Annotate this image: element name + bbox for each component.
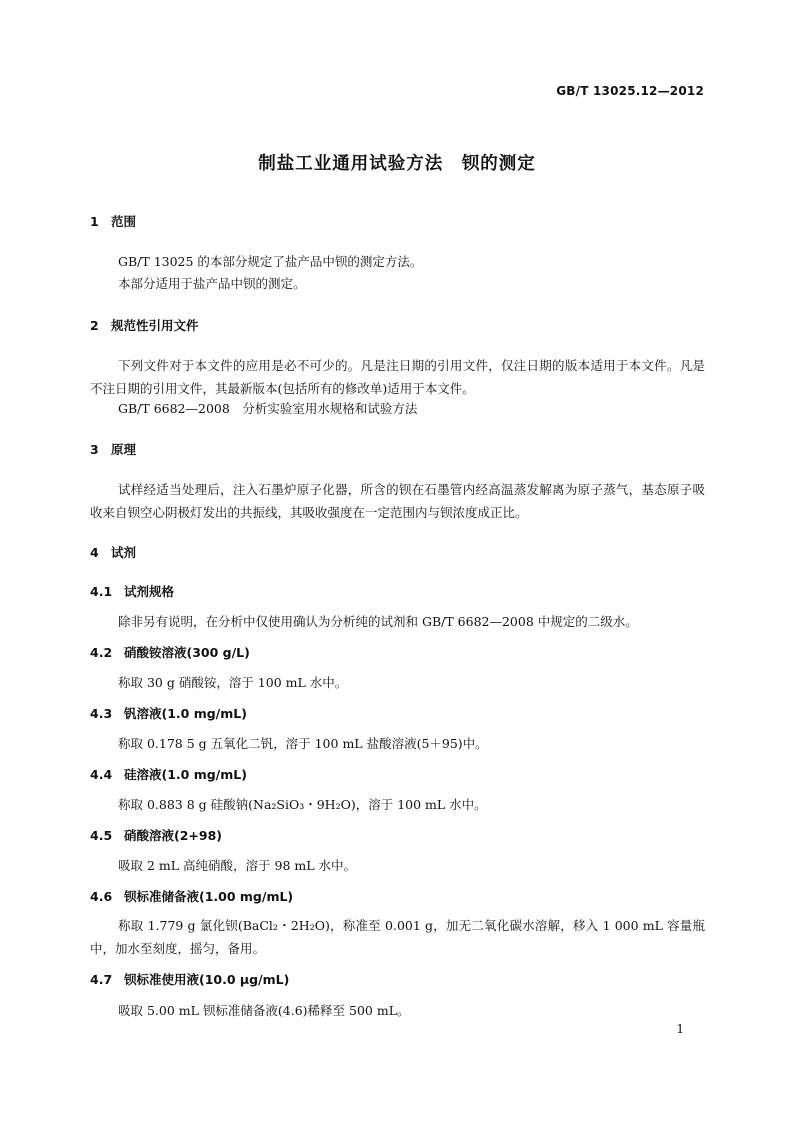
section-title: 范围 (111, 214, 137, 229)
section-4-heading (90, 543, 136, 561)
subsection-number: 4.7 (90, 972, 113, 987)
section-2-heading (90, 316, 199, 334)
section-number: 4 (90, 545, 99, 560)
paragraph: 称取 1.779 g 氯化钡(BaCl₂・2H₂O)，称准至 0.001 g，加无二氧化碳水溶解，移入 1 000 mL 容量瓶中，加水至刻度，摇匀，备用。 (90, 918, 705, 956)
subsection-title: 钒溶液(1.0 mg/mL) (124, 706, 247, 721)
paragraph: 称取 0.883 8 g 硅酸钠(Na₂SiO₃・9H₂O)，溶于 100 mL 水中。 (118, 797, 487, 812)
section-3-heading (90, 440, 136, 458)
paragraph: GB/T 13025 的本部分规定了盐产品中钡的测定方法。 (118, 254, 423, 269)
subsection-number: 4.5 (90, 828, 113, 843)
subsection-4-4-heading (90, 765, 247, 783)
subsection-4-1-heading (90, 582, 174, 600)
paragraph: 吸取 5.00 mL 钡标准储备液(4.6)稀释至 500 mL。 (118, 1003, 410, 1018)
subsection-number: 4.3 (90, 706, 113, 721)
subsection-number: 4.6 (90, 889, 113, 904)
paragraph: 除非另有说明，在分析中仅使用确认为分析纯的试剂和 GB/T 6682—2008 中规定的二级水。 (118, 614, 638, 629)
subsection-title: 试剂规格 (124, 584, 175, 599)
subsection-title: 硅溶液(1.0 mg/mL) (124, 767, 247, 782)
subsection-number: 4.4 (90, 767, 113, 782)
document-title: 制盐工业通用试验方法 钡的测定 (258, 154, 536, 174)
subsection-title: 硝酸溶液(2+98) (124, 828, 222, 843)
subsection-4-7-heading (90, 970, 289, 988)
subsection-number: 4.2 (90, 645, 113, 660)
section-number: 1 (90, 214, 99, 229)
paragraph: 吸取 2 mL 高纯硝酸，溶于 98 mL 水中。 (118, 858, 357, 873)
paragraph: 试样经适当处理后，注入石墨炉原子化器，所含的钡在石墨管内经高温蒸发解离为原子蒸气，基态原子吸收来自钡空心阴极灯发出的共振线，其吸收强度在一定范围内与钡浓度成正比。 (90, 482, 705, 520)
paragraph: 称取 30 g 硝酸铵，溶于 100 mL 水中。 (118, 675, 348, 690)
subsection-title: 硝酸铵溶液(300 g/L) (124, 645, 250, 660)
section-title: 试剂 (111, 545, 137, 560)
section-title: 规范性引用文件 (111, 318, 199, 333)
section-title: 原理 (111, 442, 137, 457)
subsection-4-5-heading (90, 826, 222, 844)
subsection-title: 钡标准使用液(10.0 μg/mL) (124, 972, 290, 987)
subsection-title: 钡标准储备液(1.00 mg/mL) (124, 889, 294, 904)
paragraph: 本部分适用于盐产品中钡的测定。 (118, 276, 306, 291)
subsection-number: 4.1 (90, 584, 113, 599)
paragraph: 下列文件对于本文件的应用是必不可少的。凡是注日期的引用文件，仅注日期的版本适用于本文件。凡是不注日期的引用文件，其最新版本(包括所有的修改单)适用于本文件。 (90, 358, 705, 396)
paragraph: 称取 0.178 5 g 五氧化二钒，溶于 100 mL 盐酸溶液(5＋95)中。 (118, 736, 488, 751)
page-number: 1 (676, 1022, 684, 1036)
subsection-4-2-heading (90, 643, 250, 661)
subsection-4-3-heading (90, 704, 247, 722)
section-number: 3 (90, 442, 99, 457)
standard-number: GB/T 13025.12—2012 (556, 84, 704, 98)
section-number: 2 (90, 318, 99, 333)
section-1-heading (90, 212, 136, 230)
normative-reference: GB/T 6682—2008 分析实验室用水规格和试验方法 (118, 401, 418, 416)
subsection-4-6-heading (90, 887, 293, 905)
